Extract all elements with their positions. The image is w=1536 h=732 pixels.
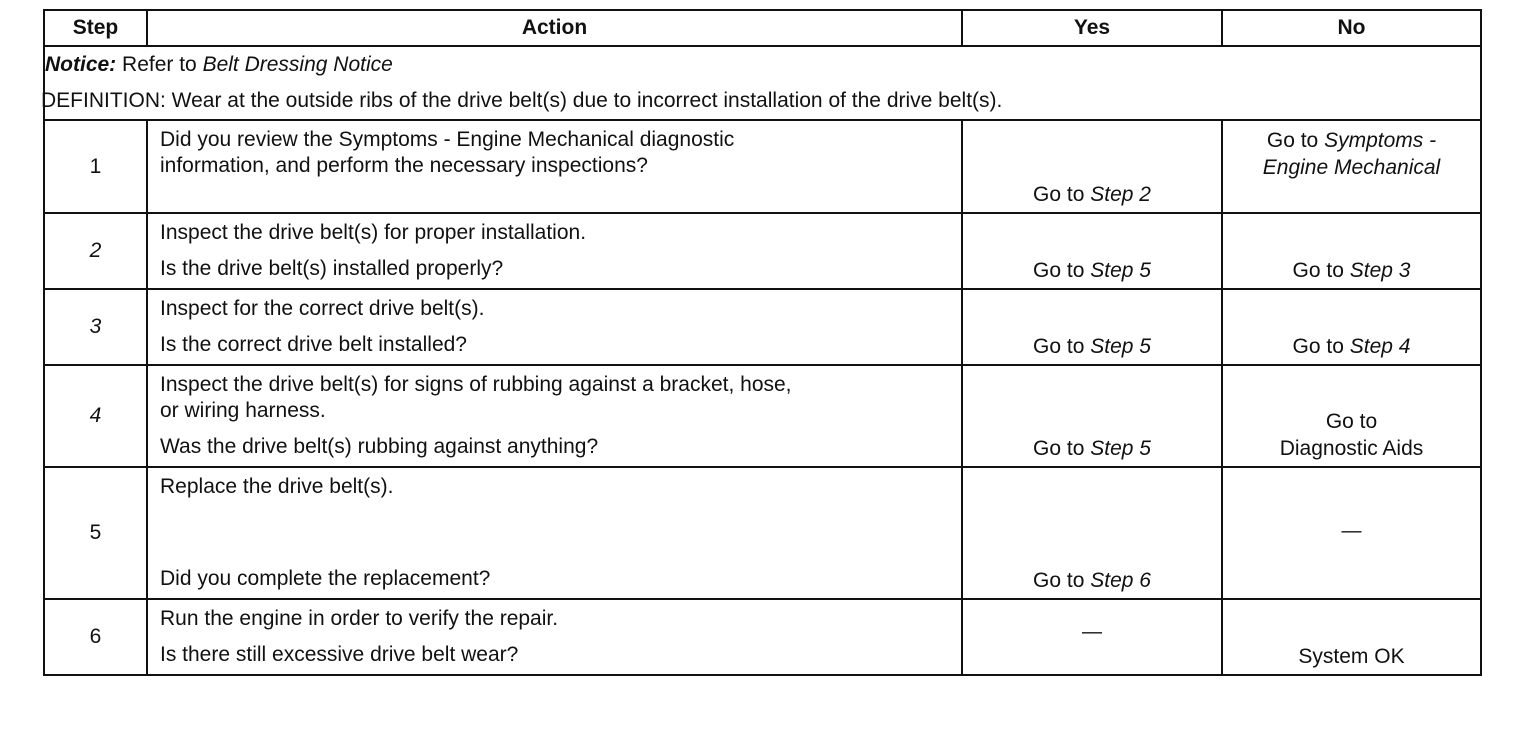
no-cell: [1222, 365, 1481, 467]
action-cell: [147, 289, 962, 365]
notice-label: Notice:: [45, 53, 117, 76]
notice-line: [45, 47, 1480, 83]
action-text: Replace the drive belt(s).: [160, 475, 394, 498]
diagnostic-aids-link[interactable]: Diagnostic Aids: [1279, 437, 1424, 460]
header-row: [44, 10, 1481, 46]
notice-ref: Belt Dressing Notice: [202, 53, 393, 76]
step-number: 2: [44, 213, 147, 289]
yes-cell: [962, 120, 1222, 213]
action-cell: [147, 365, 962, 467]
goto-text: Go to: [1033, 437, 1085, 460]
action-question: Was the drive belt(s) rubbing against anything?: [160, 435, 599, 458]
step-number: 6: [44, 599, 147, 675]
yes-cell: —: [962, 599, 1222, 675]
step-number: 4: [44, 365, 147, 467]
action-text: Inspect the drive belt(s) for proper installation.: [160, 221, 587, 244]
action-cell: [147, 213, 962, 289]
action-cell: [147, 467, 962, 599]
action-text: Did you review the Symptoms - Engine Mechanical diagnostic: [160, 128, 735, 151]
definition-text: DEFINITION: Wear at the outside ribs of the drive belt(s) due to incorrect installation of the drive belt(s).: [41, 89, 1003, 112]
no-cell: —: [1222, 467, 1481, 599]
table-row: [44, 467, 1481, 599]
action-question: Is the drive belt(s) installed properly?: [160, 257, 504, 280]
diagnostic-table: [43, 9, 1482, 676]
notice-text: Refer to: [122, 53, 197, 76]
step-link[interactable]: Step 3: [1349, 259, 1411, 282]
step-link[interactable]: Step 2: [1090, 183, 1151, 206]
header-step: Step: [44, 10, 147, 46]
table-row: [44, 289, 1481, 365]
goto-text: Go to: [1033, 259, 1085, 282]
action-cell: [147, 599, 962, 675]
action-question: Is the correct drive belt installed?: [160, 333, 467, 356]
goto-text: Go to: [1292, 335, 1344, 358]
header-action: Action: [147, 10, 962, 46]
goto-text: Go to: [1266, 129, 1319, 152]
goto-text: Go to: [1033, 569, 1085, 592]
goto-text: Go to: [1325, 410, 1378, 433]
header-yes: Yes: [962, 10, 1222, 46]
action-text: Inspect the drive belt(s) for signs of rubbing against a bracket, hose,: [160, 373, 792, 396]
goto-text: Go to: [1292, 259, 1344, 282]
header-no: No: [1222, 10, 1481, 46]
yes-cell: [962, 289, 1222, 365]
yes-cell: [962, 467, 1222, 599]
goto-text: Go to: [1033, 335, 1085, 358]
table-row: [44, 599, 1481, 675]
table-row: [44, 213, 1481, 289]
table-row: [44, 365, 1481, 467]
step-link[interactable]: Step 5: [1090, 437, 1151, 460]
symptoms-link[interactable]: Symptoms -: [1324, 129, 1437, 152]
no-cell: [1222, 213, 1481, 289]
step-link[interactable]: Step 4: [1349, 335, 1411, 358]
no-cell: [1222, 289, 1481, 365]
action-text: information, and perform the necessary inspections?: [160, 154, 648, 177]
step-link[interactable]: Step 5: [1090, 335, 1151, 358]
step-number: 3: [44, 289, 147, 365]
yes-cell: [962, 365, 1222, 467]
table-row: [44, 120, 1481, 213]
goto-text: Go to: [1033, 183, 1085, 206]
action-question: Is there still excessive drive belt wear?: [160, 643, 519, 666]
yes-cell: [962, 213, 1222, 289]
symptoms-link[interactable]: Engine Mechanical: [1262, 156, 1441, 179]
no-cell: [1222, 120, 1481, 213]
action-text: or wiring harness.: [160, 399, 326, 422]
step-link[interactable]: Step 6: [1090, 569, 1151, 592]
no-cell: System OK: [1222, 599, 1481, 675]
action-question: Did you complete the replacement?: [160, 567, 491, 590]
step-link[interactable]: Step 5: [1090, 259, 1151, 282]
action-text: Inspect for the correct drive belt(s).: [160, 297, 485, 320]
step-number: 5: [44, 467, 147, 599]
notice-row: [44, 46, 1481, 120]
notice-cell: [41, 46, 1481, 120]
action-text: Run the engine in order to verify the repair.: [160, 607, 559, 630]
action-cell: [147, 120, 962, 213]
step-number: 1: [44, 120, 147, 213]
